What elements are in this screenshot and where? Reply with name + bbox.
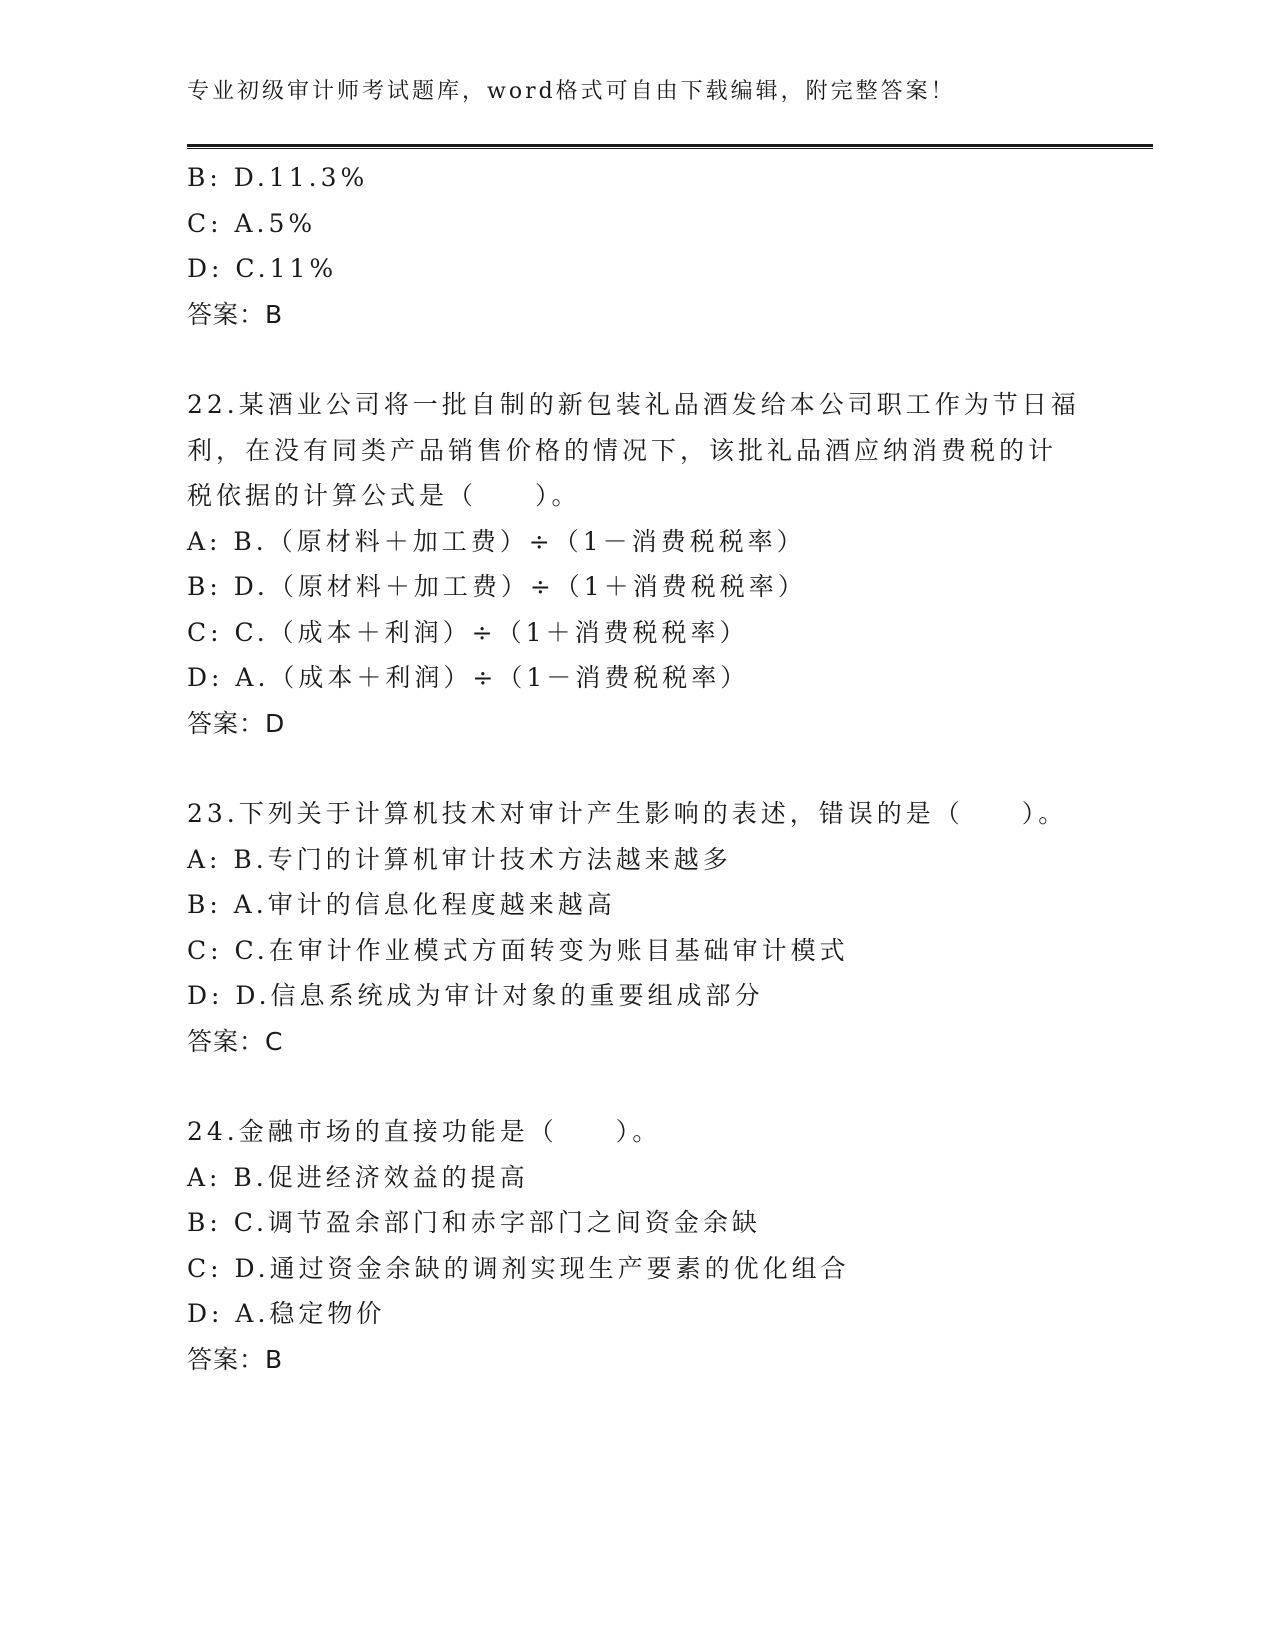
answer-line: 答案：D xyxy=(187,708,286,738)
stem-line: 22.某酒业公司将一批自制的新包装礼品酒发给本公司职工作为节日福 xyxy=(187,390,1080,419)
stem-line: 税依据的计算公式是（ ）。 xyxy=(187,481,581,510)
option-line: C: C.在审计作业模式方面转变为账目基础审计模式 xyxy=(187,935,849,965)
question-24 xyxy=(187,1109,1137,1382)
header-divider xyxy=(187,144,1153,149)
question-23 xyxy=(187,791,1137,1064)
answer-line: 答案：B xyxy=(187,299,284,329)
option-line: C: D.通过资金余缺的调剂实现生产要素的优化组合 xyxy=(187,1253,850,1283)
stem-line: 利，在没有同类产品销售价格的情况下，该批礼品酒应纳消费税的计 xyxy=(187,435,1058,465)
option-line: D: C.11% xyxy=(187,254,338,283)
stem-line: 23.下列关于计算机技术对审计产生影响的表述，错误的是（ ）。 xyxy=(187,799,1068,828)
option-line: B: C.调节盈余部门和赤字部门之间资金余缺 xyxy=(187,1208,761,1237)
document-content xyxy=(187,155,1137,1382)
stem-line: 24.金融市场的直接功能是（ ）。 xyxy=(187,1117,662,1146)
question-22 xyxy=(187,382,1137,746)
option-line: D: D.信息系统成为审计对象的重要组成部分 xyxy=(187,981,764,1010)
option-line: A: B.（原材料＋加工费）÷（1－消费税税率） xyxy=(187,526,806,556)
option-line: D: A.（成本＋利润）÷（1－消费税税率） xyxy=(187,663,750,692)
option-line: B: D.11.3% xyxy=(187,163,369,192)
answer-line: 答案：B xyxy=(187,1344,284,1374)
option-line: B: A.审计的信息化程度越来越高 xyxy=(187,890,616,919)
option-line: B: D.（原材料＋加工费）÷（1＋消费税税率） xyxy=(187,572,807,601)
answer-line: 答案：C xyxy=(187,1026,284,1056)
question-stem xyxy=(187,382,1137,519)
previous-question-tail xyxy=(187,155,1137,337)
option-line: C: C.（成本＋利润）÷（1＋消费税税率） xyxy=(187,617,749,647)
option-line: C: A.5% xyxy=(187,208,317,238)
question-stem xyxy=(187,791,1137,837)
option-line: A: B.专门的计算机审计技术方法越来越多 xyxy=(187,844,732,874)
option-line: D: A.稳定物价 xyxy=(187,1299,386,1328)
option-line: A: B.促进经济效益的提高 xyxy=(187,1162,529,1192)
question-stem xyxy=(187,1109,1137,1155)
page-header-text: 专业初级审计师考试题库，word格式可自由下载编辑，附完整答案！ xyxy=(187,79,956,104)
